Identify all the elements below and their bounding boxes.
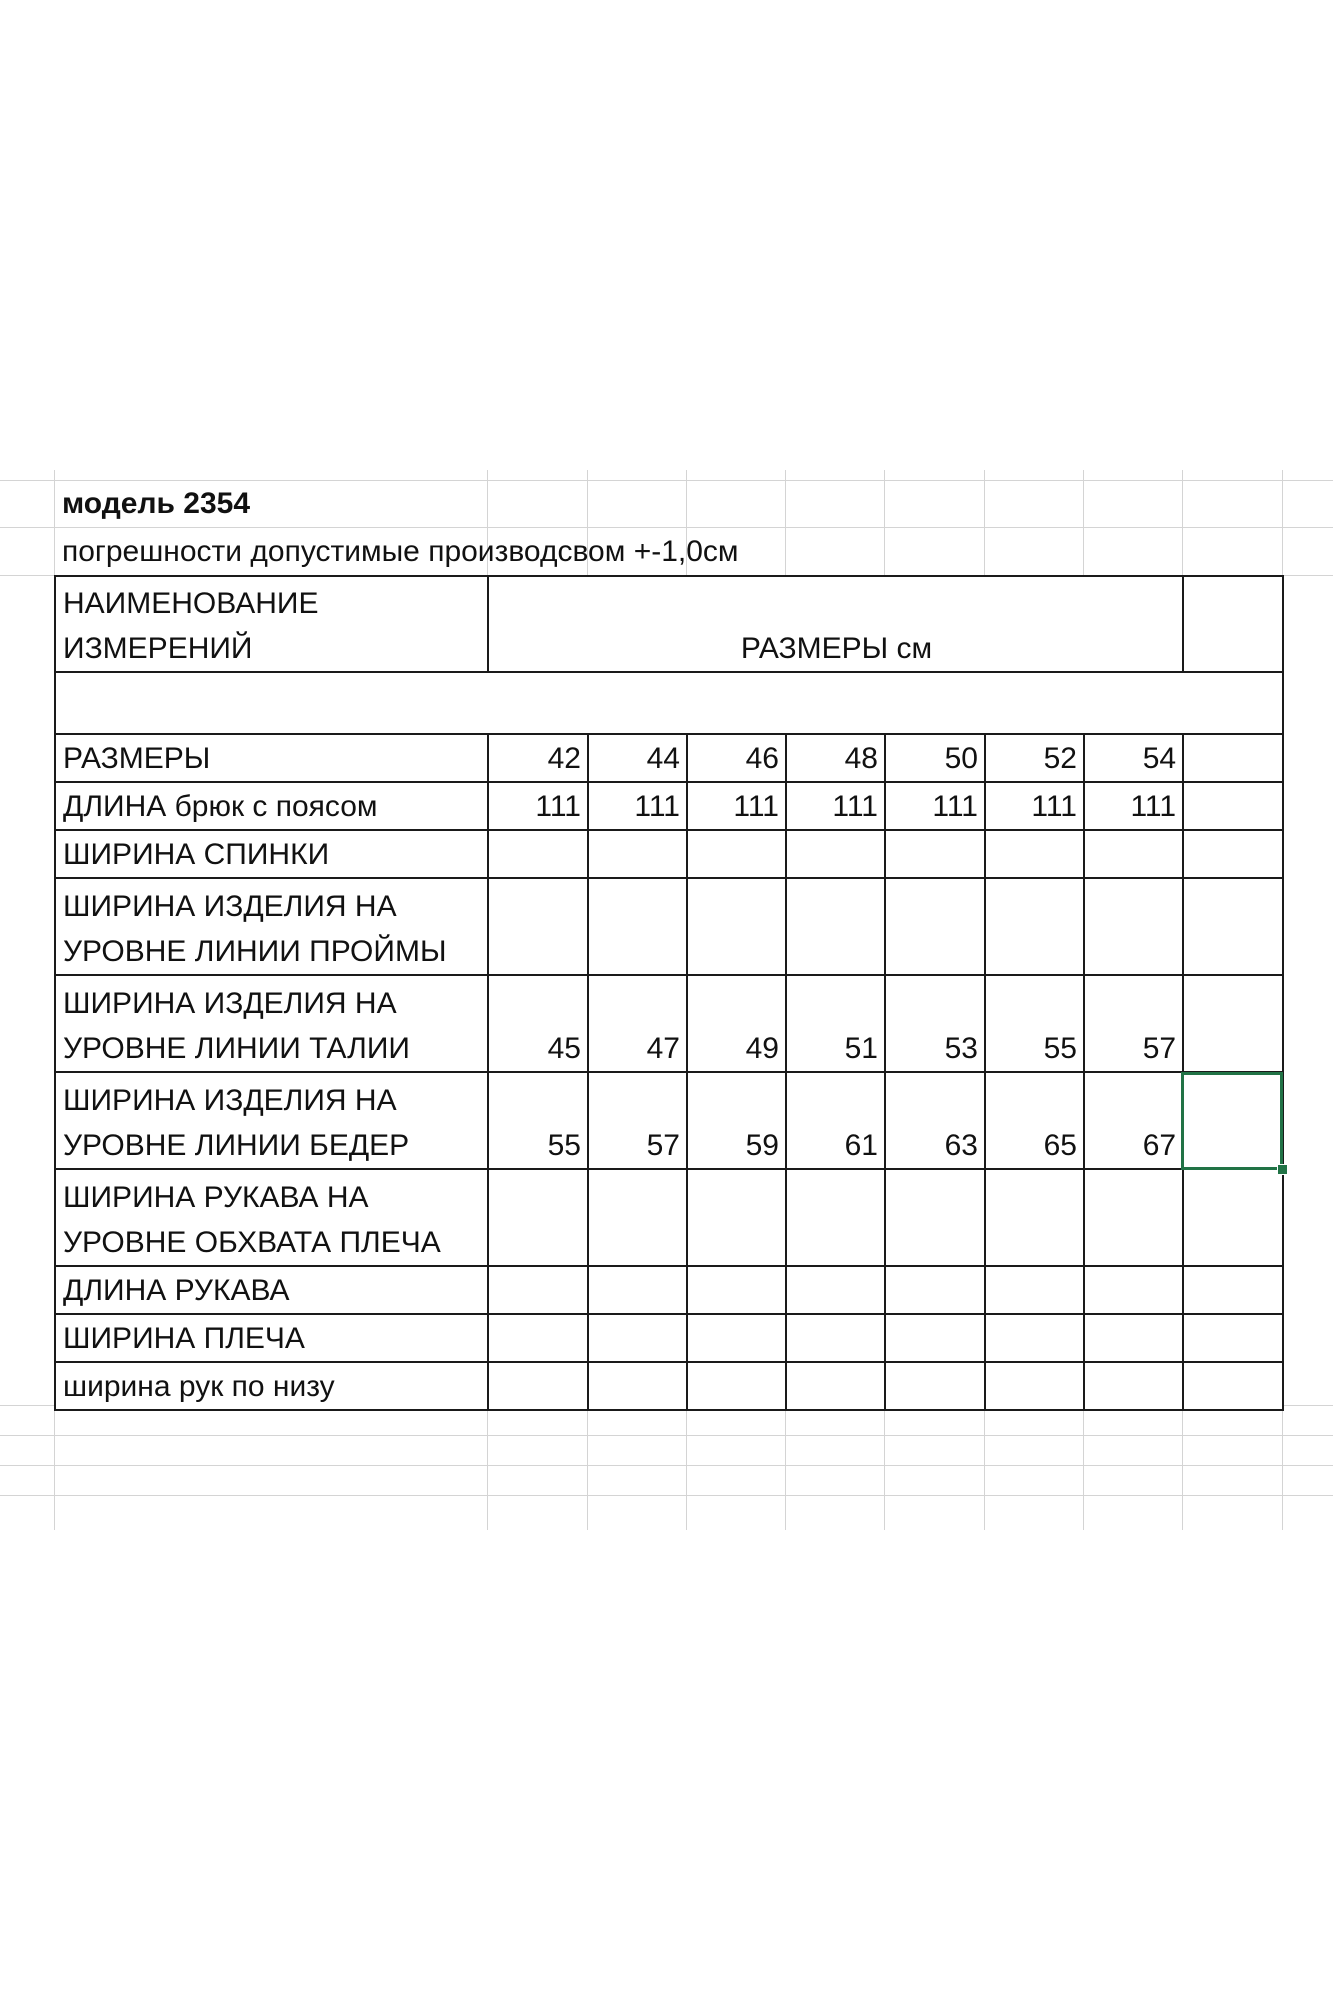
measure-value-cell[interactable]: 59	[687, 1072, 786, 1169]
measure-value-cell[interactable]: 55	[985, 975, 1084, 1072]
measure-value-cell[interactable]	[885, 1266, 985, 1314]
measure-value-cell[interactable]: 111	[1084, 782, 1183, 830]
gridline	[0, 527, 1333, 528]
empty-cell[interactable]	[1183, 1362, 1283, 1410]
measure-name-line: ИЗМЕРЕНИЙ	[63, 632, 253, 665]
selected-cell[interactable]	[1181, 1072, 1283, 1170]
empty-cell[interactable]	[1183, 878, 1283, 975]
size-value-cell[interactable]: 46	[687, 734, 786, 782]
measure-value-cell[interactable]: 53	[885, 975, 985, 1072]
measure-value-cell[interactable]	[1084, 878, 1183, 975]
measure-value-cell[interactable]: 45	[488, 975, 588, 1072]
measure-row	[55, 975, 1283, 1072]
measure-value-cell[interactable]	[885, 878, 985, 975]
measure-name-cell[interactable]	[55, 782, 488, 830]
measure-value-cell[interactable]	[588, 878, 687, 975]
measure-value-cell[interactable]	[488, 878, 588, 975]
measure-name-cell[interactable]	[55, 1266, 488, 1314]
measure-value-cell[interactable]	[488, 1169, 588, 1266]
measure-value-cell[interactable]	[488, 830, 588, 878]
model-title[interactable]: модель 2354	[62, 487, 251, 520]
measure-value-cell[interactable]	[588, 1266, 687, 1314]
measure-value-cell[interactable]	[1084, 1266, 1183, 1314]
measure-value-cell[interactable]	[985, 1362, 1084, 1410]
measure-value-cell[interactable]	[488, 1362, 588, 1410]
measure-name-line: ШИРИНА СПИНКИ	[63, 838, 330, 871]
measure-value-cell[interactable]	[786, 1169, 885, 1266]
measure-value-cell[interactable]	[885, 830, 985, 878]
measure-value-cell[interactable]: 57	[1084, 975, 1183, 1072]
measure-value-cell[interactable]: 63	[885, 1072, 985, 1169]
measure-value-cell[interactable]: 55	[488, 1072, 588, 1169]
measure-name-cell[interactable]	[55, 1362, 488, 1410]
measure-value-cell[interactable]: 57	[588, 1072, 687, 1169]
measure-row	[55, 878, 1283, 975]
empty-cell[interactable]	[1183, 975, 1283, 1072]
empty-cell[interactable]	[1183, 1314, 1283, 1362]
measure-value-cell[interactable]	[786, 830, 885, 878]
measure-value-cell[interactable]	[687, 878, 786, 975]
measure-value-cell[interactable]	[786, 1362, 885, 1410]
size-value-cell[interactable]: 48	[786, 734, 885, 782]
measure-value-cell[interactable]	[985, 1266, 1084, 1314]
measure-name-line: УРОВНЕ ЛИНИИ ПРОЙМЫ	[63, 935, 447, 968]
size-value-cell[interactable]: 52	[985, 734, 1084, 782]
measure-name-line: ШИРИНА ИЗДЕЛИЯ НА	[63, 1084, 397, 1117]
measure-value-cell[interactable]	[687, 1169, 786, 1266]
measure-value-cell[interactable]	[588, 1314, 687, 1362]
empty-cell[interactable]	[1183, 576, 1283, 672]
measure-name-cell[interactable]	[55, 975, 488, 1072]
measure-value-cell[interactable]: 61	[786, 1072, 885, 1169]
measure-name-line: ШИРИНА ИЗДЕЛИЯ НА	[63, 987, 397, 1020]
measure-value-cell[interactable]	[687, 1362, 786, 1410]
size-value-cell[interactable]: 42	[488, 734, 588, 782]
measure-value-cell[interactable]	[1084, 1169, 1183, 1266]
measure-value-cell[interactable]	[588, 1169, 687, 1266]
measure-name-line: УРОВНЕ ОБХВАТА ПЛЕЧА	[63, 1226, 441, 1259]
measure-value-cell[interactable]	[885, 1314, 985, 1362]
measure-value-cell[interactable]	[687, 830, 786, 878]
measure-name-cell[interactable]	[55, 576, 488, 672]
measure-value-cell[interactable]	[488, 1266, 588, 1314]
measure-name-line: ШИРИНА ИЗДЕЛИЯ НА	[63, 890, 397, 923]
measure-value-cell[interactable]	[786, 878, 885, 975]
empty-cell[interactable]	[1183, 734, 1283, 782]
measure-name-line: ширина рук по низу	[63, 1370, 335, 1403]
measure-value-cell[interactable]	[985, 878, 1084, 975]
measure-value-cell[interactable]: 51	[786, 975, 885, 1072]
measure-name-line: НАИМЕНОВАНИЕ	[63, 587, 319, 620]
size-value-cell[interactable]: 54	[1084, 734, 1183, 782]
measure-row	[55, 1314, 1283, 1362]
empty-merged-cell[interactable]	[55, 672, 1283, 734]
measure-value-cell[interactable]	[985, 830, 1084, 878]
measure-value-cell[interactable]	[985, 1314, 1084, 1362]
measure-row	[55, 1072, 1283, 1169]
measure-value-cell[interactable]	[588, 830, 687, 878]
measure-value-cell[interactable]	[786, 1314, 885, 1362]
measure-value-cell[interactable]: 67	[1084, 1072, 1183, 1169]
measure-value-cell[interactable]: 49	[687, 975, 786, 1072]
spreadsheet-area	[0, 470, 1333, 1530]
size-value-cell[interactable]: 44	[588, 734, 687, 782]
gridline	[0, 1465, 1333, 1466]
measure-value-cell[interactable]	[985, 1169, 1084, 1266]
size-row-label[interactable]: РАЗМЕРЫ	[55, 734, 488, 782]
header-row	[55, 576, 1283, 672]
measure-name-cell[interactable]	[55, 1169, 488, 1266]
measure-value-cell[interactable]: 47	[588, 975, 687, 1072]
measure-value-cell[interactable]	[1084, 1362, 1183, 1410]
measure-row	[55, 782, 1283, 830]
measure-value-cell[interactable]	[488, 1314, 588, 1362]
measure-value-cell[interactable]: 111	[687, 782, 786, 830]
measure-name-line: ДЛИНА брюк с поясом	[63, 790, 378, 823]
measure-value-cell[interactable]	[687, 1266, 786, 1314]
empty-cell[interactable]	[1183, 1266, 1283, 1314]
sizes-header-cell[interactable]: РАЗМЕРЫ см	[488, 576, 1183, 672]
measure-value-cell[interactable]	[885, 1169, 985, 1266]
gridline	[0, 480, 1333, 481]
measure-value-cell[interactable]	[1084, 830, 1183, 878]
measure-name-line: ШИРИНА РУКАВА НА	[63, 1181, 369, 1214]
measure-name-line: УРОВНЕ ЛИНИИ ТАЛИИ	[63, 1032, 410, 1065]
measure-value-cell[interactable]: 111	[488, 782, 588, 830]
measure-name-line: ШИРИНА ПЛЕЧА	[63, 1322, 305, 1355]
measure-name-cell[interactable]	[55, 1072, 488, 1169]
measure-value-cell[interactable]	[687, 1314, 786, 1362]
measure-value-cell[interactable]: 111	[786, 782, 885, 830]
measure-name-line: ДЛИНА РУКАВА	[63, 1274, 290, 1307]
measure-value-cell[interactable]: 111	[885, 782, 985, 830]
size-table	[54, 575, 1284, 1411]
empty-cell[interactable]	[1183, 782, 1283, 830]
measure-name-cell[interactable]	[55, 1314, 488, 1362]
measure-name-line: УРОВНЕ ЛИНИИ БЕДЕР	[63, 1129, 410, 1162]
measure-value-cell[interactable]: 65	[985, 1072, 1084, 1169]
size-value-cell[interactable]: 50	[885, 734, 985, 782]
measure-row	[55, 1169, 1283, 1266]
measure-value-cell[interactable]	[786, 1266, 885, 1314]
measure-value-cell[interactable]: 111	[588, 782, 687, 830]
measure-value-cell[interactable]: 111	[985, 782, 1084, 830]
measure-value-cell[interactable]	[588, 1362, 687, 1410]
empty-cell[interactable]	[1183, 1169, 1283, 1266]
measure-row	[55, 1362, 1283, 1410]
measure-value-cell[interactable]	[1084, 1314, 1183, 1362]
measure-name-cell[interactable]	[55, 878, 488, 975]
measure-row	[55, 830, 1283, 878]
spacer-row	[55, 672, 1283, 734]
measure-row	[55, 1266, 1283, 1314]
tolerance-note[interactable]: погрешности допустимые производсвом +-1,0см	[62, 535, 739, 568]
gridline	[0, 1495, 1333, 1496]
measure-name-cell[interactable]	[55, 830, 488, 878]
size-row	[55, 734, 1283, 782]
measure-value-cell[interactable]	[885, 1362, 985, 1410]
fill-handle[interactable]	[1277, 1164, 1288, 1175]
empty-cell[interactable]	[1183, 830, 1283, 878]
gridline	[0, 1435, 1333, 1436]
